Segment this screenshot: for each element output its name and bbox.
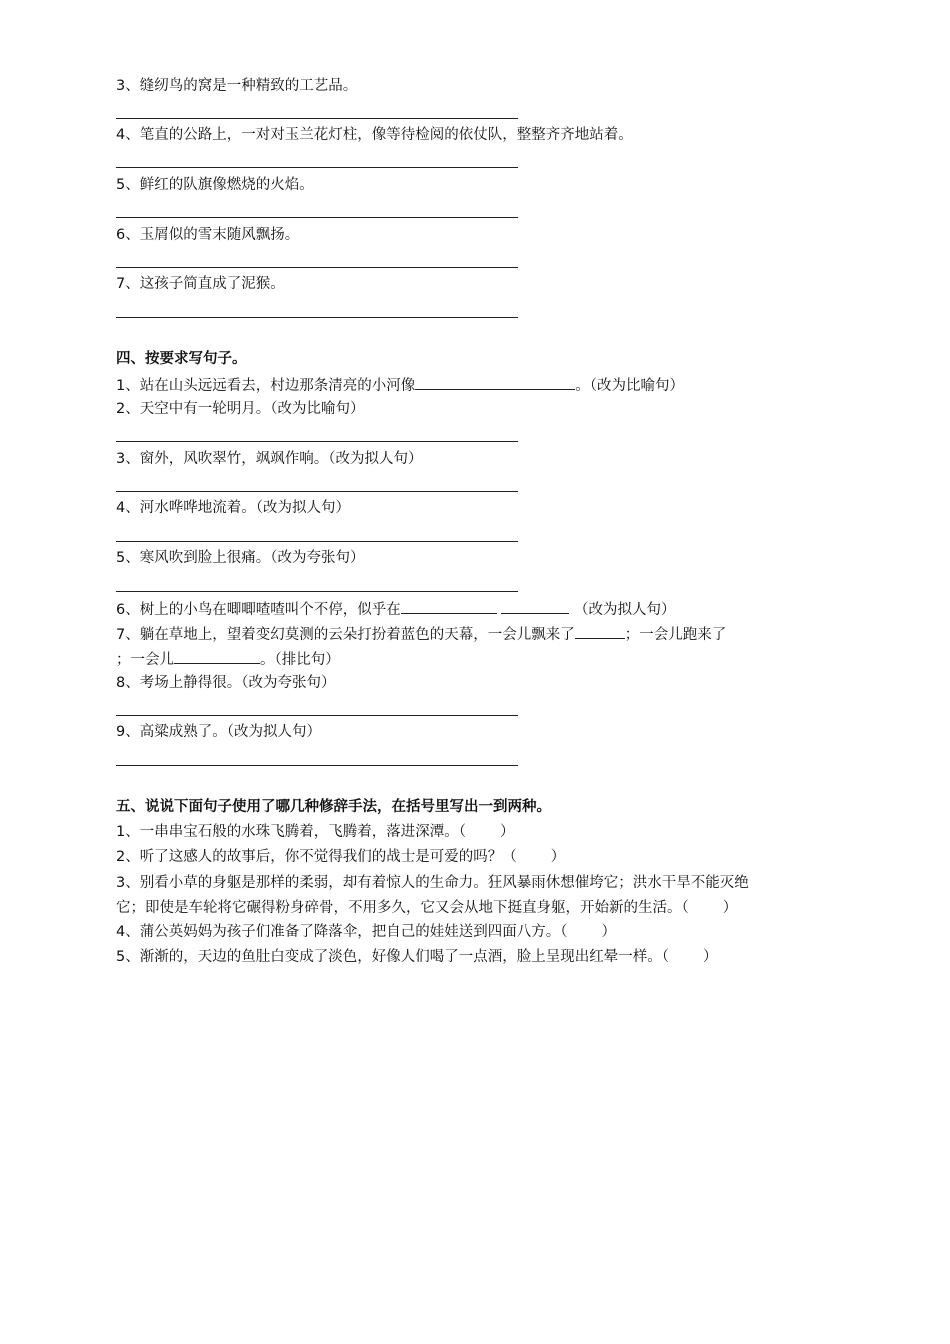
fill-blank[interactable]	[575, 623, 625, 639]
s5-q4: 4、蒲公英妈妈为孩子们准备了降落伞，把自己的娃娃送到四面八方。（ ）	[116, 924, 616, 940]
s3-item-7: 7、这孩子简直成了泥猴。	[116, 276, 285, 292]
s4-q8: 8、考场上静得很。（改为夸张句）	[116, 675, 336, 691]
s5-q1: 1、一串串宝石般的水珠飞腾着，飞腾着，落进深潭。（ ）	[116, 824, 515, 840]
answer-line[interactable]	[116, 167, 518, 168]
s4-q4: 4、河水哗哗地流着。（改为拟人句）	[116, 500, 350, 516]
s4-q7-line2: ；一会儿 。（排比句）	[116, 648, 340, 670]
section-5-heading: 五、说说下面句子使用了哪几种修辞手法，在括号里写出一到两种。	[116, 799, 551, 815]
answer-line[interactable]	[116, 491, 518, 492]
s4-q1: 1、站在山头远远看去，村边那条清亮的小河像 。（改为比喻句）	[116, 374, 684, 396]
s3-item-6: 6、玉屑似的雪末随风飘扬。	[116, 227, 300, 243]
s5-q3-line2: 它；即使是车轮将它碾得粉身碎骨，不用多久，它又会从地下挺直身躯，开始新的生活。（ ）	[116, 900, 738, 916]
fill-blank[interactable]	[415, 374, 575, 390]
s5-q2: 2、听了这感人的故事后，你不觉得我们的战士是可爱的吗？（ ）	[116, 849, 566, 865]
s4-q2: 2、天空中有一轮明月。（改为比喻句）	[116, 401, 365, 417]
answer-line[interactable]	[116, 217, 518, 218]
answer-line[interactable]	[116, 441, 518, 442]
s5-q5: 5、渐渐的，天边的鱼肚白变成了淡色，好像人们喝了一点酒，脸上呈现出红晕一样。（ ）	[116, 949, 718, 965]
answer-line[interactable]	[116, 541, 518, 542]
answer-line[interactable]	[116, 118, 518, 119]
section-4-heading: 四、按要求写句子。	[116, 351, 247, 367]
s4-q6: 6、树上的小鸟在唧唧喳喳叫个不停，似乎在 （改为拟人句）	[116, 598, 675, 620]
s4-q5: 5、寒风吹到脸上很痛。（改为夸张句）	[116, 550, 365, 566]
s3-item-3: 3、缝纫鸟的窝是一种精致的工艺品。	[116, 78, 358, 94]
answer-line[interactable]	[116, 715, 518, 716]
fill-blank[interactable]	[501, 598, 569, 614]
s3-item-4: 4、笔直的公路上，一对对玉兰花灯柱，像等待检阅的依仗队，整整齐齐地站着。	[116, 127, 633, 143]
fill-blank[interactable]	[174, 648, 260, 664]
answer-line[interactable]	[116, 591, 518, 592]
s4-q7: 7、躺在草地上，望着变幻莫测的云朵打扮着蓝色的天幕，一会儿飘来了 ；一会儿跑来了	[116, 623, 726, 645]
answer-line[interactable]	[116, 317, 518, 318]
answer-line[interactable]	[116, 765, 518, 766]
s4-q9: 9、高粱成熟了。（改为拟人句）	[116, 724, 321, 740]
answer-line[interactable]	[116, 267, 518, 268]
s3-item-5: 5、鲜红的队旗像燃烧的火焰。	[116, 177, 314, 193]
s4-q3: 3、窗外，风吹翠竹，飒飒作响。（改为拟人句）	[116, 451, 423, 467]
s5-q3-line1: 3、别看小草的身躯是那样的柔弱，却有着惊人的生命力。狂风暴雨休想催垮它；洪水干旱不能灭绝	[116, 875, 749, 891]
fill-blank[interactable]	[401, 598, 497, 614]
